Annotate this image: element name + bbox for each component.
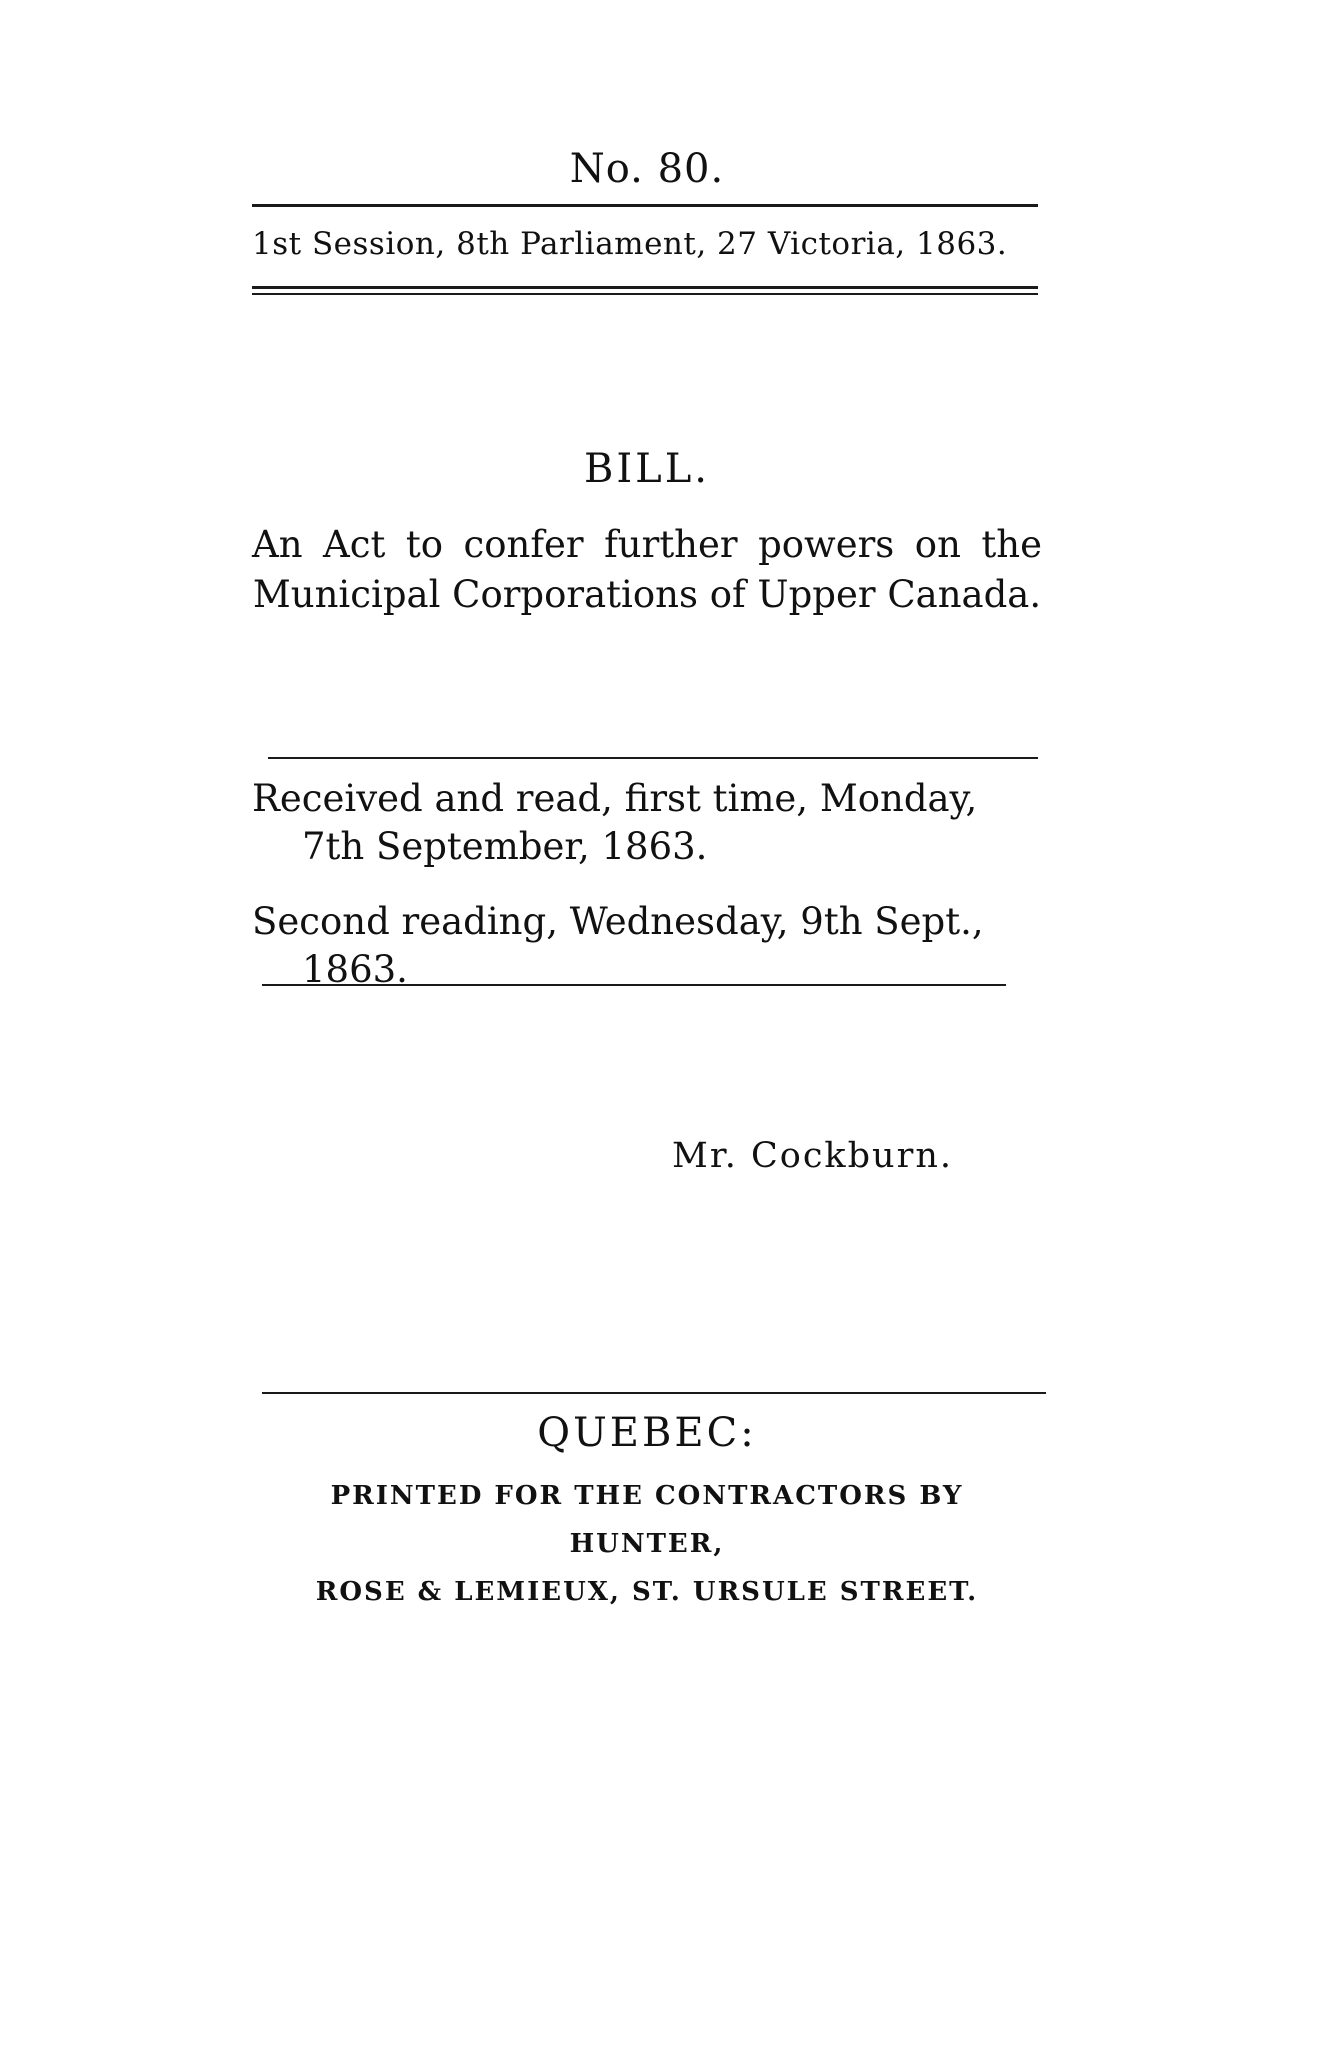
bill-heading: BILL.	[583, 446, 711, 492]
imprint-printer-line1: PRINTED FOR THE CONTRACTORS BY HUNTER,	[330, 1481, 964, 1559]
readings-bottom-rule	[262, 984, 1006, 986]
bill-number: No. 80.	[569, 146, 725, 192]
first-reading-line1: Received and read, first time, Monday,	[252, 777, 978, 820]
header-bottom-rule	[252, 286, 1038, 289]
first-reading	[252, 775, 1042, 871]
imprint-rule	[262, 1392, 1046, 1394]
header-bottom-rule-2	[252, 293, 1038, 295]
session-line: 1st Session, 8th Parliament, 27 Victoria, 1863.	[252, 226, 1008, 262]
second-reading-line1: Second reading, Wednesday, 9th Sept.,	[252, 900, 984, 943]
imprint-printer	[252, 1472, 1042, 1616]
readings-top-rule	[268, 757, 1038, 759]
sponsoring-member: Mr. Cockburn.	[672, 1136, 953, 1176]
imprint-printer-line2: ROSE & LEMIEUX, ST. URSULE STREET.	[315, 1577, 979, 1607]
first-reading-line2: 7th September, 1863.	[302, 825, 708, 868]
bill-title: An Act to confer further powers on the Municipal Corporations of Upper Canada.	[252, 523, 1042, 616]
second-reading	[252, 898, 1042, 994]
second-reading-line2: 1863.	[302, 948, 408, 991]
imprint-place: QUEBEC:	[537, 1410, 757, 1456]
header-top-rule	[252, 204, 1038, 207]
